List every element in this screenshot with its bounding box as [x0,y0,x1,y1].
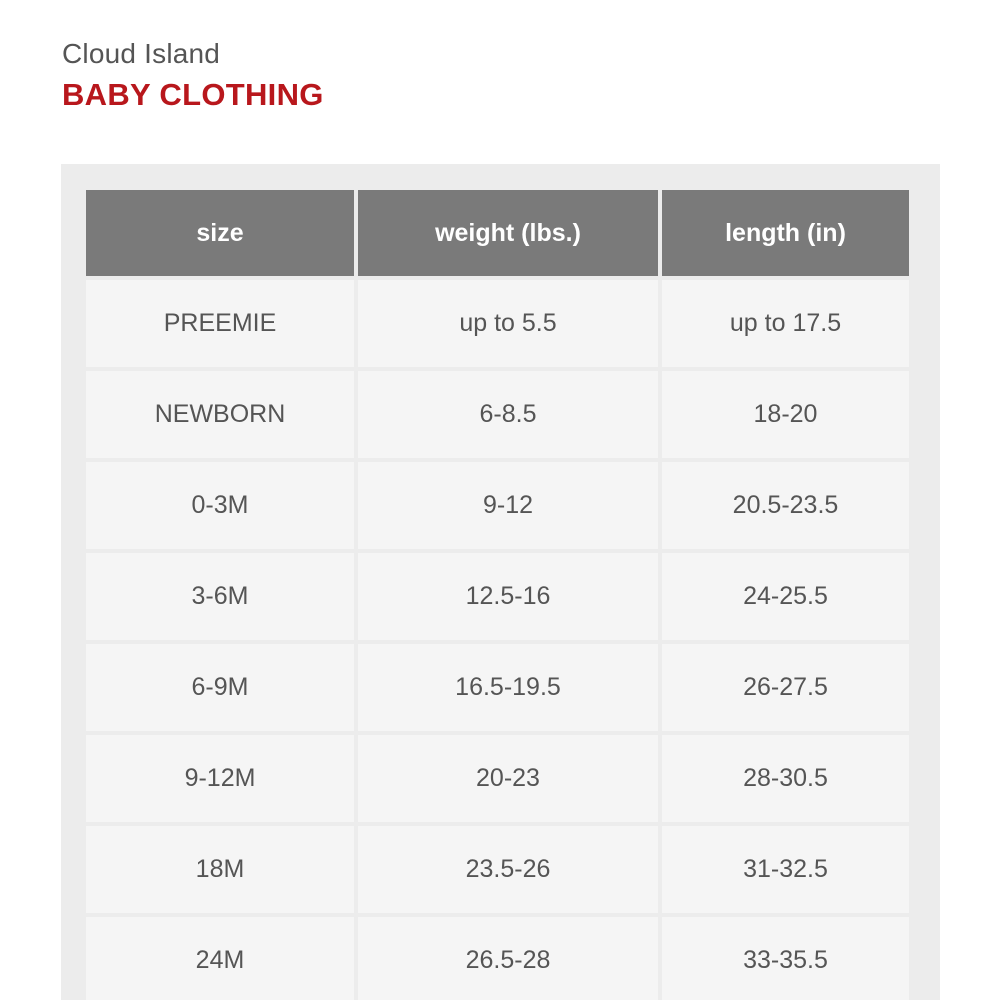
length-cell: 20.5-23.5 [662,462,909,549]
weight-cell: 20-23 [358,735,658,822]
length-cell: 18-20 [662,371,909,458]
size-cell: NEWBORN [86,371,354,458]
table-row [86,280,909,367]
size-cell: 18M [86,826,354,913]
table-row [86,462,909,549]
size-cell: PREEMIE [86,280,354,367]
weight-cell: 12.5-16 [358,553,658,640]
weight-cell: up to 5.5 [358,280,658,367]
table-row [86,553,909,640]
table-row [86,735,909,822]
weight-cell: 26.5-28 [358,917,658,1000]
table-row [86,371,909,458]
column-header-length: length (in) [662,190,909,276]
length-cell: 26-27.5 [662,644,909,731]
size-cell: 24M [86,917,354,1000]
size-cell: 0-3M [86,462,354,549]
length-cell: up to 17.5 [662,280,909,367]
weight-cell: 9-12 [358,462,658,549]
size-cell: 6-9M [86,644,354,731]
length-cell: 33-35.5 [662,917,909,1000]
category-title: BABY CLOTHING [62,77,324,112]
brand-name: Cloud Island [62,38,221,69]
weight-cell: 23.5-26 [358,826,658,913]
column-header-size: size [86,190,354,276]
length-cell: 24-25.5 [662,553,909,640]
table-row [86,644,909,731]
weight-cell: 6-8.5 [358,371,658,458]
size-cell: 3-6M [86,553,354,640]
length-cell: 28-30.5 [662,735,909,822]
table-row [86,826,909,913]
weight-cell: 16.5-19.5 [358,644,658,731]
column-header-weight: weight (lbs.) [358,190,658,276]
size-cell: 9-12M [86,735,354,822]
table-header-row [86,190,909,276]
table-row [86,917,909,1000]
length-cell: 31-32.5 [662,826,909,913]
size-chart-table [82,186,913,1000]
